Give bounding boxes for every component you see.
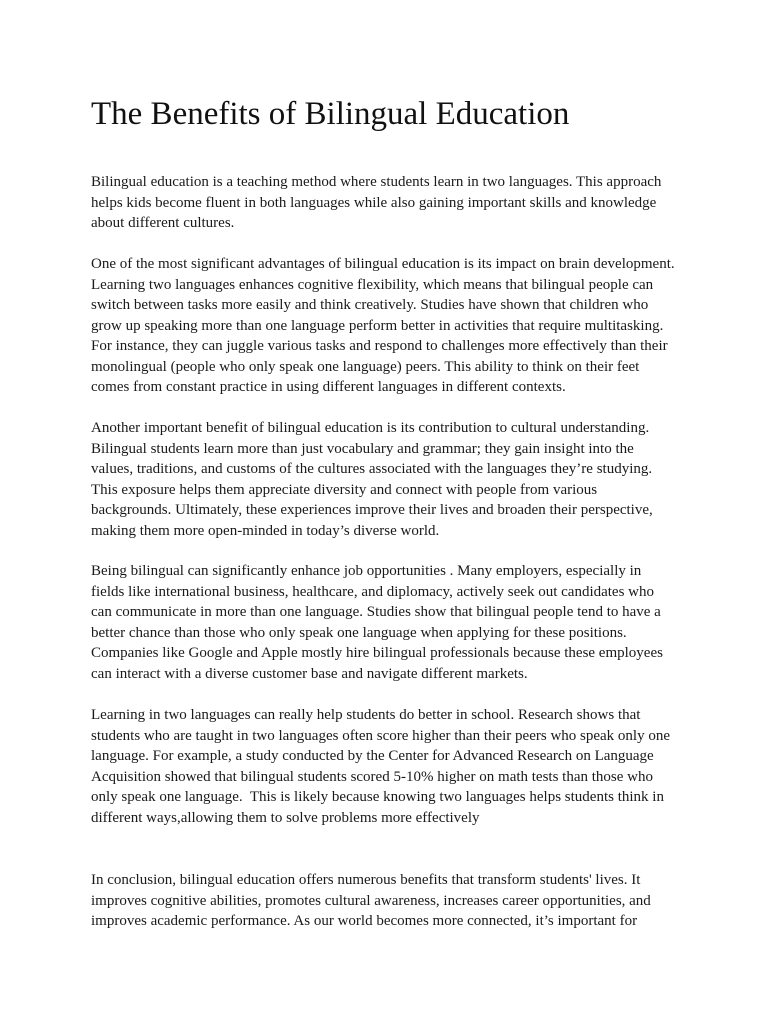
paragraph-job-opportunities <box>91 561 691 684</box>
text-line: switch between tasks more easily and think creatively. Studies have shown that children who <box>91 297 649 313</box>
text-line: Learning two languages enhances cognitive flexibility, which means that bilingual people can <box>91 276 654 293</box>
text-line: comes from constant practice in using different languages in different contexts. <box>91 379 566 395</box>
paragraph-academic-performance <box>91 705 691 828</box>
text-line: helps kids become fluent in both languages while also gaining important skills and knowledge <box>91 194 657 211</box>
text-line: Being bilingual can significantly enhance job opportunities . Many employers, especially in <box>91 563 642 579</box>
text-line: Another important benefit of bilingual education is its contribution to cultural understanding. <box>91 420 650 436</box>
text-line: grow up speaking more than one language perform better in activities that require multitasking. <box>91 317 664 334</box>
document-title: The Benefits of Bilingual Education <box>91 96 570 132</box>
text-line: language. For example, a study conducted by the Center for Advanced Research on Language <box>91 748 654 764</box>
paragraph-conclusion <box>91 870 691 932</box>
text-line: For instance, they can juggle various tasks and respond to challenges more effectively than their <box>91 338 668 354</box>
text-line: Acquisition showed that bilingual students scored 5-10% higher on math tests than those who <box>91 768 654 785</box>
paragraph-brain-development <box>91 254 691 398</box>
text-line: about different cultures. <box>91 215 235 231</box>
paragraph-cultural-understanding <box>91 418 691 541</box>
text-line: students who are taught in two languages often score higher than their peers who speak only one <box>91 727 671 744</box>
text-line: Bilingual education is a teaching method where students learn in two languages. This approach <box>91 174 662 190</box>
text-line: can interact with a diverse customer base and navigate different markets. <box>91 665 528 682</box>
text-line: fields like international business, healthcare, and diplomacy, actively seek out candidates who <box>91 583 655 600</box>
text-line: only speak one language. This is likely because knowing two languages helps students think in <box>91 789 664 805</box>
text-line: improves academic performance. As our world becomes more connected, it’s important for <box>91 913 638 929</box>
text-line: different ways,allowing them to solve problems more effectively <box>91 809 480 826</box>
text-line: values, traditions, and customs of the cultures associated with the languages they’re studying. <box>91 461 653 477</box>
text-line: monolingual (people who only speak one language) peers. This ability to think on their feet <box>91 358 640 375</box>
text-line: can communicate in more than one language. Studies show that bilingual people tend to have a <box>91 604 661 620</box>
text-line: better chance than those who only speak one language when applying for these positions. <box>91 624 627 641</box>
text-line: In conclusion, bilingual education offers numerous benefits that transform students' lives. It <box>91 872 641 888</box>
text-line: One of the most significant advantages of bilingual education is its impact on brain development. <box>91 256 675 272</box>
text-line: making them more open-minded in today’s diverse world. <box>91 522 440 539</box>
text-line: This exposure helps them appreciate diversity and connect with people from various <box>91 481 598 498</box>
text-line: Companies like Google and Apple mostly hire bilingual professionals because these employees <box>91 645 663 661</box>
text-line: Bilingual students learn more than just vocabulary and grammar; they gain insight into the <box>91 440 634 457</box>
paragraph-introduction <box>91 172 691 234</box>
text-line: improves cognitive abilities, promotes cultural awareness, increases career opportunities, and <box>91 892 651 909</box>
text-line: Learning in two languages can really help students do better in school. Research shows that <box>91 707 641 723</box>
text-line: backgrounds. Ultimately, these experiences improve their lives and broaden their perspective, <box>91 502 653 518</box>
